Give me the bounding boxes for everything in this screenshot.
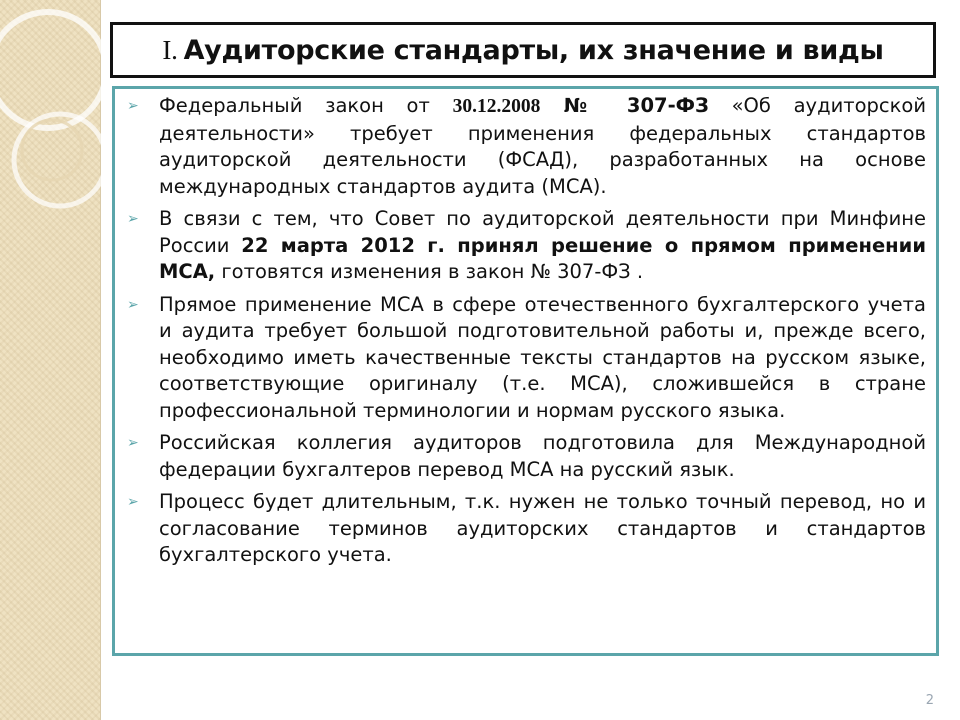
arrow-bullet-icon: ➢ <box>127 435 139 451</box>
list-item <box>127 292 926 425</box>
bullet-text: В связи с тем, что Совет по аудиторской деятельности при Минфине России <box>159 207 926 257</box>
list-item <box>127 206 926 286</box>
bullet-list <box>127 93 926 569</box>
arrow-bullet-icon: ➢ <box>127 98 139 114</box>
content-panel <box>112 86 939 656</box>
bullet-text: Прямое применение МСА в сфере отечественного бухгалтерского учета и аудита требует большой подготовительной работы и, прежде всего, необходимо иметь качественные тексты стандартов на русском языке, соответствующие оригиналу (т.е. МСА), сложившейся в стране профессиональной терминологии и нормам русского языка. <box>159 292 926 422</box>
bullet-text: Процесс будет длительным, т.к. нужен не только точный перевод, но и согласование терминов аудиторских стандартов и стандартов бухгалтерского учета. <box>159 490 926 566</box>
title-text: Аудиторские стандарты, их значение и виды <box>183 34 884 66</box>
arrow-bullet-icon: ➢ <box>127 296 139 313</box>
law-date: 30.12.2008 <box>452 96 541 117</box>
bullet-text: Федеральный закон от <box>159 94 453 117</box>
bullet-text: Российская коллегия аудиторов подготовила для Международной федерации бухгалтеров перевод МСА на русский язык. <box>159 431 926 481</box>
page-number: 2 <box>925 693 934 708</box>
bullet-text: готовятся изменения в закон № 307-ФЗ . <box>215 260 644 283</box>
decision-highlight: 22 марта 2012 г. принял решение о прямом применении МСА, <box>159 233 926 283</box>
title-number: I. <box>162 34 178 65</box>
slide-title <box>110 22 936 78</box>
law-number: № 307-ФЗ <box>540 94 709 117</box>
bullet-text: «Об аудиторской деятельности» требует применения федеральных стандартов аудиторской деятельности (ФСАД), разработанных на основе международных стандартов аудита (МСА). <box>159 94 927 198</box>
arrow-bullet-icon: ➢ <box>127 494 139 510</box>
arrow-bullet-icon: ➢ <box>127 211 139 227</box>
decorative-rings <box>0 0 110 260</box>
list-item <box>127 430 926 483</box>
list-item <box>127 93 926 200</box>
list-item <box>127 489 926 569</box>
